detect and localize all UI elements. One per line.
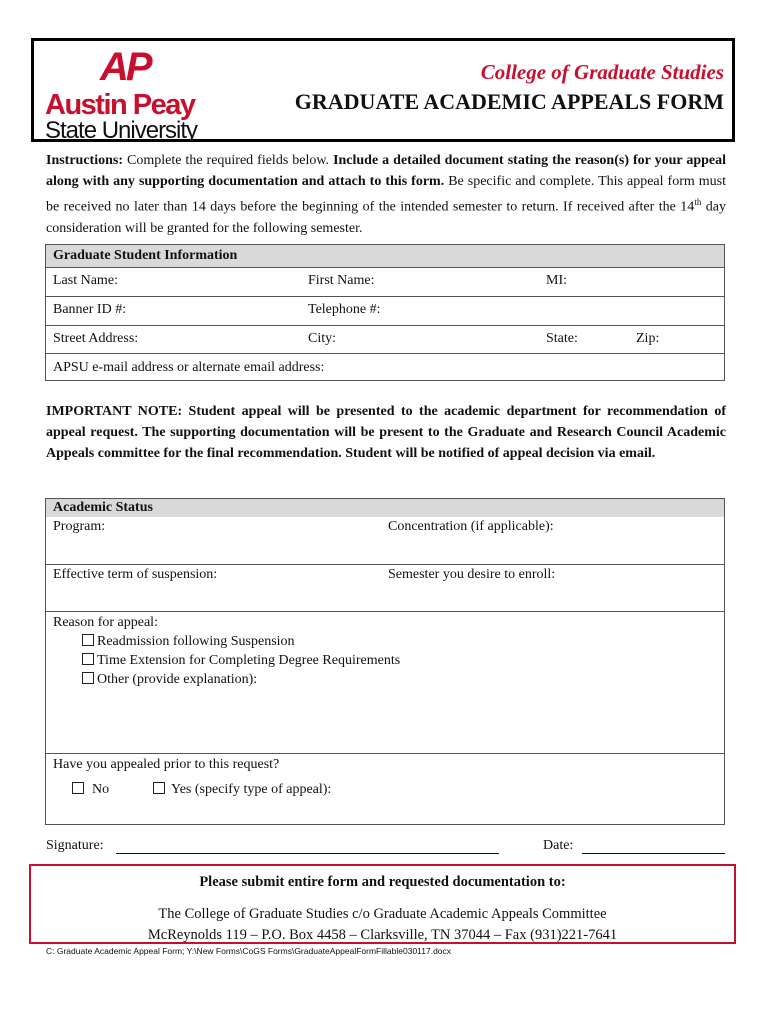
reason-option-readmission[interactable] (82, 634, 295, 650)
reason-label: Reason for appeal: (53, 615, 158, 630)
instructions-text-2: Be specific and complete. This appeal form must be received no later than 14 days before the beginning of the intended semester to return. If received after the 14 (46, 174, 727, 215)
email-row (46, 354, 724, 380)
signature-label: Signature: (46, 838, 104, 853)
reason-option-other[interactable] (82, 672, 257, 688)
last-name-field[interactable]: Last Name: (53, 273, 118, 288)
checkbox[interactable] (153, 782, 165, 794)
section-title: Graduate Student Information (53, 248, 238, 263)
ap-logo-mark (45, 47, 215, 141)
instructions-label: Instructions: (46, 153, 124, 168)
checkbox[interactable] (82, 653, 94, 665)
option-label: Yes (specify type of appeal): (171, 782, 332, 797)
banner-id-field[interactable]: Banner ID #: (53, 302, 127, 317)
important-note: IMPORTANT NOTE: Student appeal will be presented to the academic department for recommendation of appeal request. The supporting documentation will be present to the Graduate and Research Council Academic Appeals committee for the final recommendation. Student will be notified of appeal decision via email. (46, 404, 726, 461)
email-field[interactable]: APSU e-mail address or alternate email address: (53, 360, 325, 375)
checkbox[interactable] (82, 672, 94, 684)
state-field[interactable]: State: (546, 331, 578, 346)
zip-field[interactable]: Zip: (636, 331, 660, 346)
reason-option-time-extension[interactable] (82, 653, 400, 669)
instructions-bold-text: Include a detailed document stating the reason(s) for your appeal along with any supporting documentation and attach to this form. (46, 153, 727, 189)
instructions-text: Complete the required fields below. (123, 153, 334, 168)
college-title: College of Graduate Studies (480, 60, 724, 84)
submit-address-line-2: McReynolds 119 – P.O. Box 4458 – Clarksville, TN 37044 – Fax (931)221-7641 (147, 927, 618, 943)
form-title: GRADUATE ACADEMIC APPEALS FORM (294, 89, 724, 114)
telephone-field[interactable]: Telephone #: (308, 302, 381, 317)
instructions-sup: th (694, 197, 702, 207)
university-logo (45, 47, 215, 141)
effective-term-field[interactable]: Effective term of suspension: (53, 567, 218, 582)
concentration-field[interactable]: Concentration (if applicable): (388, 519, 554, 534)
first-name-field[interactable]: First Name: (308, 273, 375, 288)
prior-appeal-yes[interactable] (153, 782, 331, 798)
city-field[interactable]: City: (308, 331, 337, 346)
address-row (46, 326, 724, 354)
reason-row (46, 612, 724, 754)
program-row (46, 499, 724, 565)
instructions-text-3: day consideration will be granted for the following semester. (46, 199, 726, 236)
id-row (46, 297, 724, 326)
academic-status-table (45, 498, 725, 825)
section-title: Academic Status (53, 500, 153, 515)
instructions-paragraph (46, 150, 726, 239)
date-label: Date: (543, 838, 574, 853)
student-info-table (45, 244, 725, 381)
svg-text:State University: State University (45, 117, 198, 141)
option-label: No (92, 782, 110, 797)
submit-address-line-1: The College of Graduate Studies c/o Graduate Academic Appeals Committee (158, 906, 607, 922)
prior-appeal-question: Have you appealed prior to this request? (53, 757, 280, 772)
mi-field[interactable]: MI: (546, 273, 567, 288)
date-line[interactable] (582, 852, 725, 854)
svg-text:AP: AP (100, 47, 150, 89)
checkbox[interactable] (82, 634, 94, 646)
submit-instructions-box (29, 864, 736, 944)
name-row (46, 268, 724, 297)
term-row (46, 565, 724, 612)
option-label: Readmission following Suspension (97, 634, 295, 649)
submit-heading: Please submit entire form and requested documentation to: (199, 874, 566, 890)
signature-line[interactable] (116, 852, 499, 854)
footer-note: C: Graduate Academic Appeal Form; Y:\New Forms\CoGS Forms\GraduateAppealFormFillable030117.docx (46, 946, 452, 956)
semester-enroll-field[interactable]: Semester you desire to enroll: (388, 567, 556, 582)
option-label: Other (provide explanation): (97, 672, 258, 687)
checkbox[interactable] (72, 782, 84, 794)
street-address-field[interactable]: Street Address: (53, 331, 139, 346)
prior-appeal-row (46, 754, 724, 824)
option-label: Time Extension for Completing Degree Requirements (97, 653, 401, 668)
svg-text:Austin Peay: Austin Peay (45, 89, 195, 121)
program-field[interactable]: Program: (53, 519, 106, 534)
prior-appeal-no[interactable] (72, 782, 109, 798)
student-info-header (46, 245, 724, 268)
